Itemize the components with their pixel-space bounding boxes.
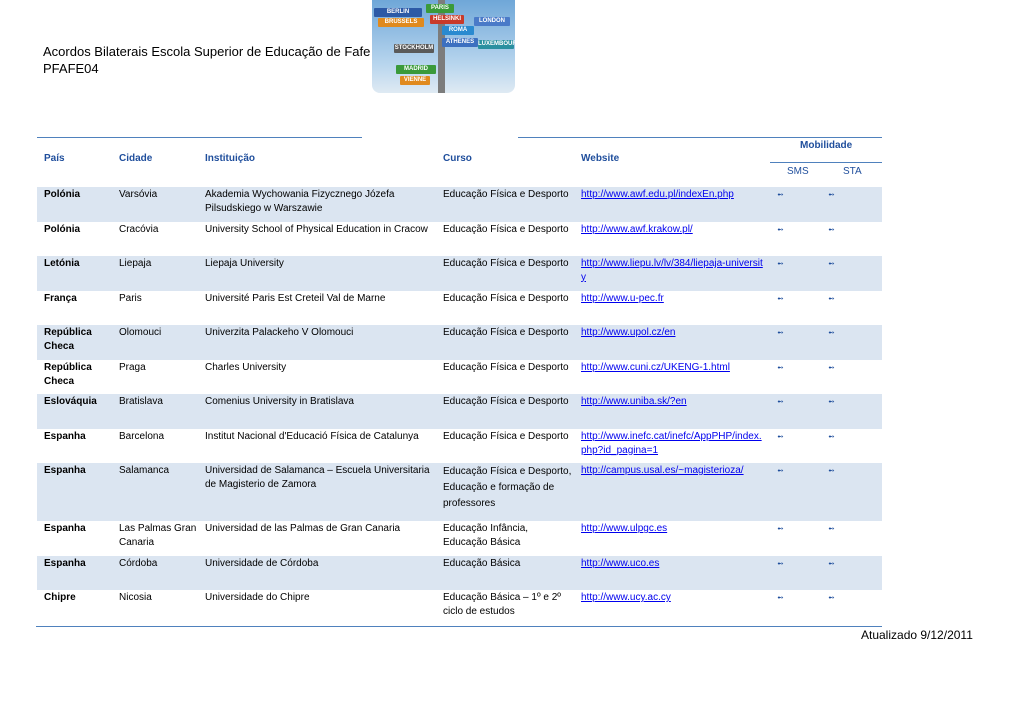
pais-cell: França	[44, 293, 77, 304]
instituicao-cell: Akademia Wychowania Fizycznego Józefa Pilsudskiego w Warszawie	[205, 189, 395, 214]
header-rule-right	[518, 137, 882, 138]
arrow-bullet-icon: ➻	[777, 225, 784, 234]
logo-sign: PARIS	[426, 4, 454, 13]
arrow-bullet-icon: ➻	[777, 294, 784, 303]
curso-cell: Educação Física e Desporto	[443, 327, 569, 338]
arrow-bullet-icon: ➻	[777, 432, 784, 441]
instituicao-cell: Universidad de las Palmas de Gran Canaria	[205, 523, 401, 534]
instituicao-cell: Comenius University in Bratislava	[205, 396, 354, 407]
arrow-bullet-icon: ➻	[828, 259, 835, 268]
pais-cell: Espanha	[44, 465, 86, 476]
curso-cell: Educação Física e Desporto	[443, 362, 569, 373]
curso-cell: Educação Básica	[443, 558, 521, 569]
pais-cell: Espanha	[44, 431, 86, 442]
arrow-bullet-icon: ➻	[828, 397, 835, 406]
instituicao-cell: Université Paris Est Creteil Val de Marne	[205, 293, 386, 304]
instituicao-cell: Universidade do Chipre	[205, 592, 310, 603]
pais-cell: República Checa	[44, 362, 92, 387]
instituicao-cell: Univerzita Palackeho V Olomouci	[205, 327, 354, 338]
arrow-bullet-icon: ➻	[777, 363, 784, 372]
arrow-bullet-icon: ➻	[828, 225, 835, 234]
arrow-bullet-icon: ➻	[777, 593, 784, 602]
website-link[interactable]: http://www.upol.cz/en	[581, 327, 676, 338]
logo-sign: LONDON	[474, 17, 510, 26]
cidade-cell: Nicosia	[119, 592, 152, 603]
arrow-bullet-icon: ➻	[828, 363, 835, 372]
mobility-rule	[770, 162, 882, 163]
website-link[interactable]: http://www.cuni.cz/UKENG-1.html	[581, 362, 730, 373]
column-header-sta: STA	[843, 166, 862, 177]
footer-rule	[36, 626, 882, 627]
cidade-cell: Salamanca	[119, 465, 170, 476]
cidade-cell: Varsóvia	[119, 189, 158, 200]
curso-cell: Educação Básica – 1º e 2º ciclo de estudos	[443, 592, 561, 617]
table-row	[37, 291, 882, 325]
logo-sign: BRUSSELS	[378, 18, 424, 27]
table-row	[37, 429, 882, 463]
pais-cell: Polónia	[44, 224, 81, 235]
signpost-logo	[372, 0, 522, 93]
pais-cell: Espanha	[44, 558, 86, 569]
cidade-cell: Barcelona	[119, 431, 165, 442]
arrow-bullet-icon: ➻	[777, 397, 784, 406]
arrow-bullet-icon: ➻	[828, 524, 835, 533]
table-row	[37, 222, 882, 256]
cidade-cell: Paris	[119, 293, 142, 304]
arrow-bullet-icon: ➻	[828, 432, 835, 441]
pais-cell: Letónia	[44, 258, 80, 269]
cidade-cell: Praga	[119, 362, 146, 373]
website-link[interactable]: http://www.ucy.ac.cy	[581, 592, 671, 603]
pais-cell: Polónia	[44, 189, 81, 200]
pais-cell: Espanha	[44, 523, 86, 534]
logo-sign: STOCKHOLM	[394, 45, 434, 51]
curso-cell: Educação Física e Desporto	[443, 431, 569, 442]
curso-cell: Educação Física e Desporto	[443, 258, 569, 269]
arrow-bullet-icon: ➻	[828, 294, 835, 303]
instituicao-cell: Universidad de Salamanca – Escuela Universitaria de Magisterio de Zamora	[205, 465, 430, 490]
column-header-cidade: Cidade	[119, 153, 153, 164]
arrow-bullet-icon: ➻	[828, 593, 835, 602]
pais-cell: Eslováquia	[44, 396, 97, 407]
arrow-bullet-icon: ➻	[777, 259, 784, 268]
column-header-instituicao: Instituição	[205, 153, 256, 164]
header-rule-left	[37, 137, 362, 138]
instituicao-cell: Institut Nacional d'Educació Física de Catalunya	[205, 431, 419, 442]
website-link[interactable]: http://campus.usal.es/~magisterioza/	[581, 465, 744, 476]
table-row	[37, 521, 882, 556]
logo-sign: BERLIN	[374, 8, 422, 17]
logo-sign: MADRID	[396, 65, 436, 74]
column-header-website: Website	[581, 153, 620, 164]
instituicao-cell: University School of Physical Education in Cracow	[205, 224, 428, 235]
table-row	[37, 360, 882, 394]
column-header-pais: País	[44, 153, 65, 164]
website-link[interactable]: http://www.uniba.sk/?en	[581, 396, 687, 407]
website-link[interactable]: http://www.uco.es	[581, 558, 660, 569]
curso-cell: Educação Física e Desporto	[443, 224, 569, 235]
table-row	[37, 256, 882, 291]
cidade-cell: Liepaja	[119, 258, 152, 269]
website-link[interactable]: http://www.awf.krakow.pl/	[581, 224, 693, 235]
arrow-bullet-icon: ➻	[828, 466, 835, 475]
cidade-cell: Olomouci	[119, 327, 162, 338]
title-text: Acordos Bilaterais Escola Superior de Educação de Fafe	[43, 44, 371, 59]
cidade-cell: Cracóvia	[119, 224, 159, 235]
arrow-bullet-icon: ➻	[777, 190, 784, 199]
logo-sign: HELSINKI	[430, 15, 464, 24]
column-header-mobilidade: Mobilidade	[800, 140, 853, 151]
website-link[interactable]: http://www.u-pec.fr	[581, 293, 664, 304]
website-link[interactable]: http://www.liepu.lv/lv/384/liepaja-university	[581, 258, 763, 283]
website-link[interactable]: http://www.awf.edu.pl/indexEn.php	[581, 189, 734, 200]
arrow-bullet-icon: ➻	[828, 190, 835, 199]
website-link[interactable]: http://www.inefc.cat/inefc/AppPHP/index.php?id_pagina=1	[581, 431, 762, 456]
updated-date: Atualizado 9/12/2011	[861, 628, 973, 642]
table-row	[37, 394, 882, 429]
curso-cell: Educação Física e Desporto	[443, 189, 569, 200]
pais-cell: República Checa	[44, 327, 92, 352]
cidade-cell: Bratislava	[119, 396, 163, 407]
table-row	[37, 590, 882, 626]
logo-sign: VIENNE	[400, 76, 430, 85]
logo-sign: ROMA	[442, 26, 474, 35]
instituicao-cell: Charles University	[205, 362, 287, 373]
curso-cell: Educação Física e Desporto	[443, 396, 569, 407]
column-header-sms: SMS	[787, 166, 809, 177]
table-row	[37, 325, 882, 360]
table-row	[37, 187, 882, 222]
table-row	[37, 556, 882, 590]
curso-cell: Educação Física e Desporto	[443, 293, 569, 304]
cidade-cell: Las Palmas Gran Canaria	[119, 523, 197, 548]
cidade-cell: Córdoba	[119, 558, 158, 569]
arrow-bullet-icon: ➻	[777, 328, 784, 337]
document-title	[43, 43, 370, 77]
logo-sign: LUXEMBOURG	[478, 41, 522, 47]
arrow-bullet-icon: ➻	[777, 559, 784, 568]
curso-cell: Educação Física e Desporto, Educação e formação de professores	[443, 466, 572, 509]
logo-sign: ATHENES	[442, 38, 478, 47]
pais-cell: Chipre	[44, 592, 76, 603]
instituicao-cell: Liepaja University	[205, 258, 284, 269]
arrow-bullet-icon: ➻	[828, 559, 835, 568]
arrow-bullet-icon: ➻	[777, 524, 784, 533]
arrow-bullet-icon: ➻	[777, 466, 784, 475]
arrow-bullet-icon: ➻	[828, 328, 835, 337]
document-code: PFAFE04	[43, 61, 99, 76]
column-header-curso: Curso	[443, 153, 472, 164]
table-row	[37, 463, 882, 521]
instituicao-cell: Universidade de Córdoba	[205, 558, 319, 569]
curso-cell: Educação Infância, Educação Básica	[443, 523, 529, 548]
website-link[interactable]: http://www.ulpgc.es	[581, 523, 668, 534]
